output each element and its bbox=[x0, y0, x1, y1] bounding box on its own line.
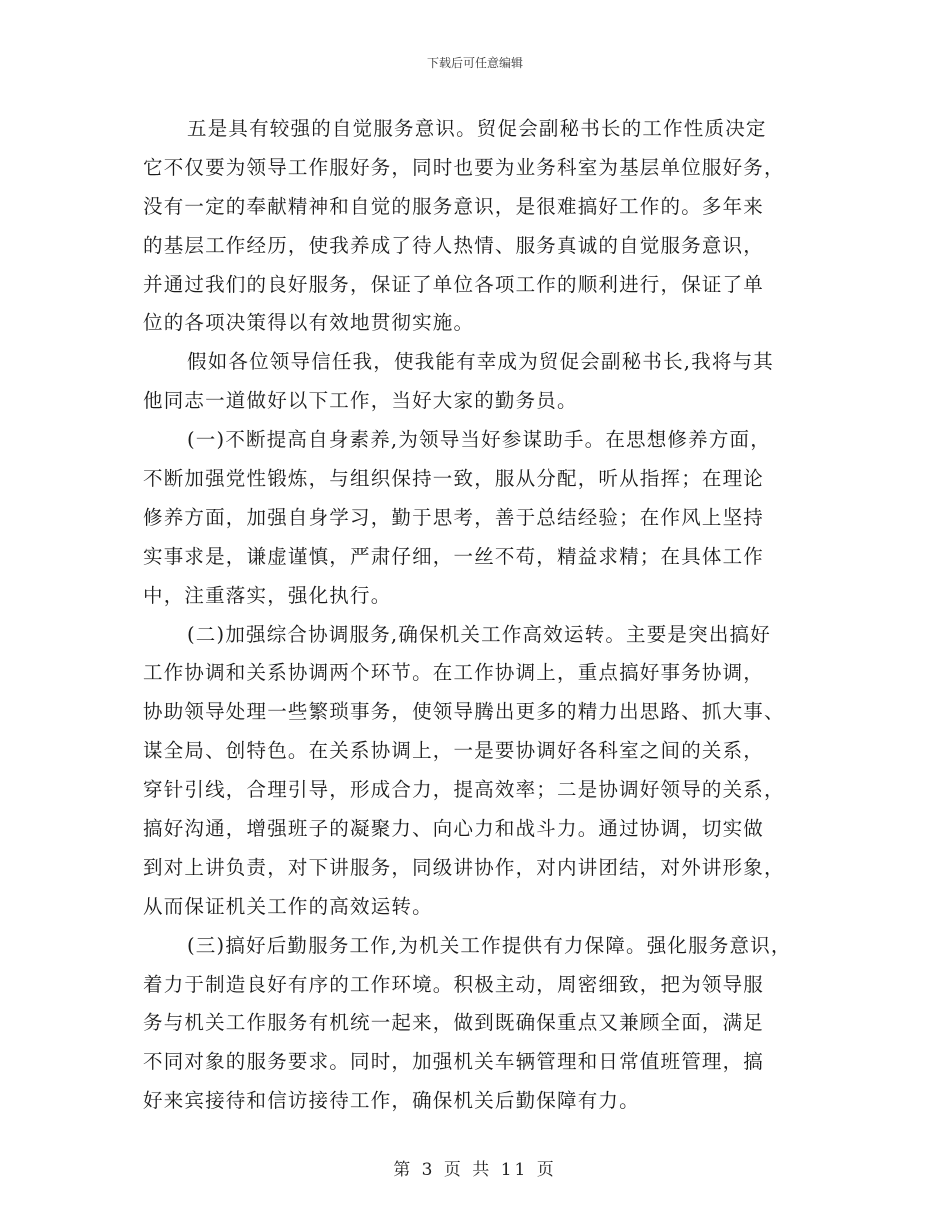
document-body bbox=[143, 110, 823, 1121]
paragraph-line: 搞好沟通，增强班子的凝聚力、向心力和战斗力。通过协调，切实做 bbox=[143, 817, 765, 841]
paragraph-line: 的基层工作经历，使我养成了待人热情、服务真诚的自觉服务意识， bbox=[143, 233, 765, 257]
paragraph-line: 它不仅要为领导工作服好务，同时也要为业务科室为基层单位服好务， bbox=[143, 155, 785, 179]
paragraph-line: (三)搞好后勤服务工作,为机关工作提供有力保障。强化服务意识， bbox=[187, 933, 792, 957]
paragraph-line: 务与机关工作服务有机统一起来，做到既确保重点又兼顾全面，满足 bbox=[143, 1011, 765, 1035]
paragraph-line: 穿针引线，合理引导，形成合力，提高效率；二是协调好领导的关系， bbox=[143, 778, 785, 802]
paragraph-line: 没有一定的奉献精神和自觉的服务意识，是很难搞好工作的。多年来 bbox=[143, 194, 765, 218]
paragraph-line: 协助领导处理一些繁琐事务，使领导腾出更多的精力出思路、抓大事、 bbox=[143, 700, 785, 724]
paragraph-line: 位的各项决策得以有效地贯彻实施。 bbox=[143, 311, 475, 335]
paragraph-line: 着力于制造良好有序的工作环境。积极主动，周密细致，把为领导服 bbox=[143, 972, 765, 996]
paragraph-line: 好来宾接待和信访接待工作，确保机关后勤保障有力。 bbox=[143, 1089, 640, 1113]
paragraph-line: 修养方面，加强自身学习，勤于思考，善于总结经验；在作风上坚持 bbox=[143, 505, 765, 529]
paragraph-line: 不同对象的服务要求。同时，加强机关车辆管理和日常值班管理，搞 bbox=[143, 1050, 765, 1074]
paragraph-line: 到对上讲负责，对下讲服务，同级讲协作，对内讲团结，对外讲形象， bbox=[143, 855, 785, 879]
paragraph-line: 不断加强党性锻炼，与组织保持一致，服从分配，听从指挥；在理论 bbox=[143, 467, 765, 491]
paragraph-line: 工作协调和关系协调两个环节。在工作协调上，重点搞好事务协调， bbox=[143, 661, 765, 685]
paragraph-line: 并通过我们的良好服务，保证了单位各项工作的顺利进行，保证了单 bbox=[143, 272, 765, 296]
paragraph-line: 假如各位领导信任我，使我能有幸成为贸促会副秘书长,我将与其 bbox=[187, 350, 774, 374]
page-header: 下载后可任意编辑 bbox=[426, 56, 523, 70]
paragraph-line: 中，注重落实，强化执行。 bbox=[143, 583, 392, 607]
paragraph-line: 实事求是，谦虚谨慎，严肃仔细，一丝不苟，精益求精；在具体工作 bbox=[143, 544, 765, 568]
paragraph-line: 谋全局、创特色。在关系协调上，一是要协调好各科室之间的关系， bbox=[143, 739, 765, 763]
paragraph-line: 从而保证机关工作的高效运转。 bbox=[143, 894, 433, 918]
paragraph-line: 他同志一道做好以下工作，当好大家的勤务员。 bbox=[143, 389, 578, 413]
paragraph-line: (一)不断提高自身素养,为领导当好参谋助手。在思想修养方面， bbox=[187, 428, 771, 452]
paragraph-line: (二)加强综合协调服务,确保机关工作高效运转。主要是突出搞好 bbox=[187, 622, 771, 646]
page-number: 第 3 页 共 11 页 bbox=[393, 1160, 557, 1180]
paragraph-line: 五是具有较强的自觉服务意识。贸促会副秘书长的工作性质决定 bbox=[187, 117, 767, 140]
